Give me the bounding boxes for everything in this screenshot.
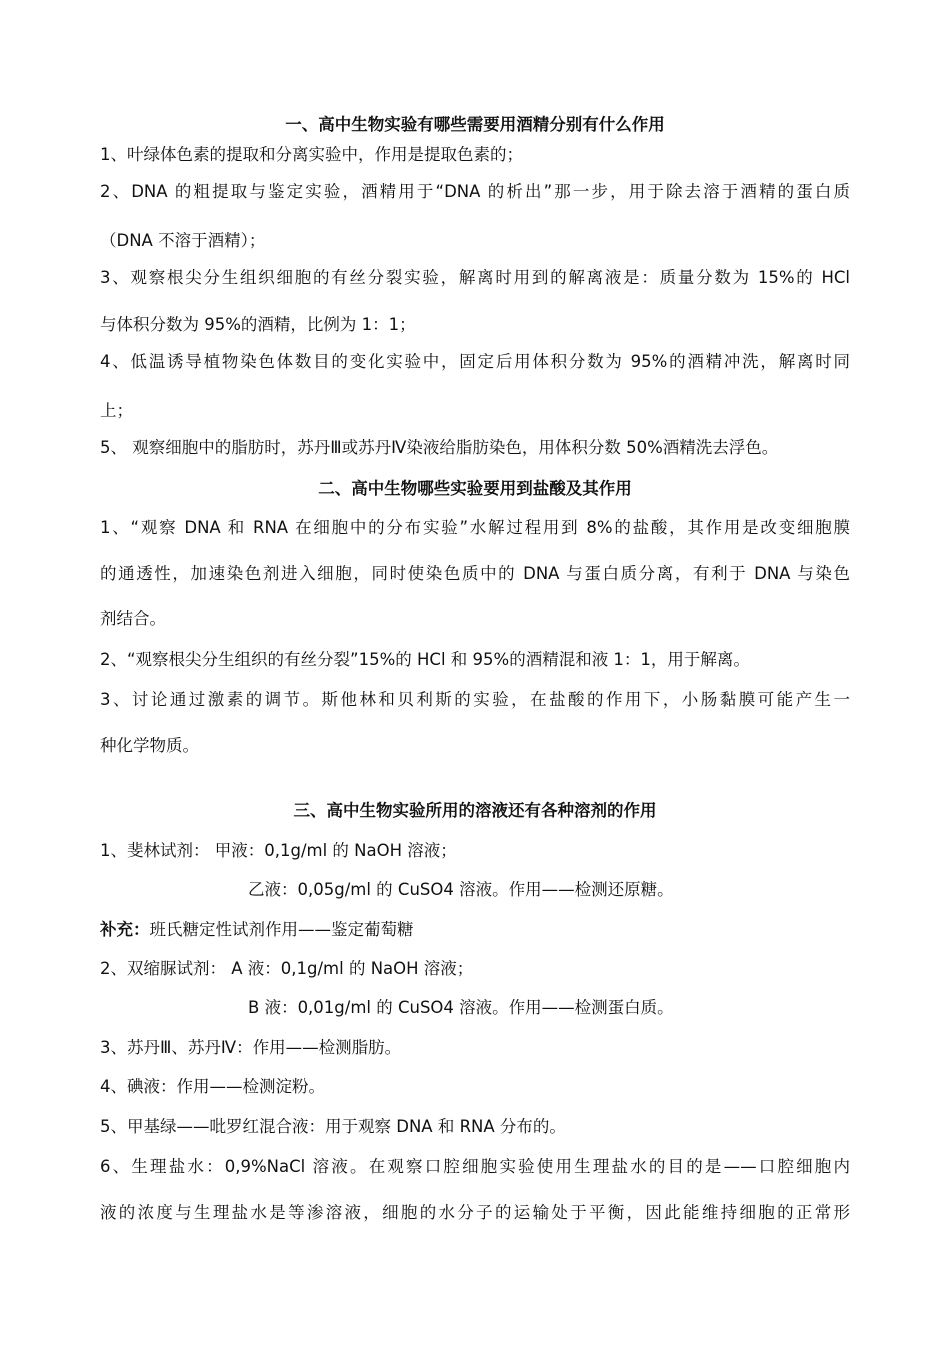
paragraph-line: 1、斐林试剂： 甲液：0,1g/ml 的 NaOH 溶液； [100,841,457,860]
paragraph-line: 1、“观察 DNA 和 RNA 在细胞中的分布实验”水解过程用到 8%的盐酸，其作用是改变细胞膜 [100,518,850,537]
paragraph-line: 液的浓度与生理盐水是等渗溶液，细胞的水分子的运输处于平衡，因此能维持细胞的正常形 [100,1203,850,1222]
paragraph-line: 3、讨论通过激素的调节。斯他林和贝利斯的实验，在盐酸的作用下，小肠黏膜可能产生一 [100,690,850,709]
paragraph-line: 种化学物质。 [100,736,199,755]
paragraph-line: 2、“观察根尖分生组织的有丝分裂”15%的 HCl 和 95%的酒精混和液 1：1，用于解离。 [100,650,750,669]
paragraph-line: 4、碘液：作用——检测淀粉。 [100,1077,325,1096]
paragraph-line: 剂结合。 [100,609,166,628]
paragraph-line: B 液：0,01g/ml 的 CuSO4 溶液。作用——检测蛋白质。 [248,998,674,1017]
supplement-text: 班氏糖定性试剂作用——鉴定葡萄糖 [149,920,414,939]
paragraph-line: 3、苏丹Ⅲ、苏丹Ⅳ：作用——检测脂肪。 [100,1038,402,1057]
paragraph-line: 6、生理盐水：0,9%NaCl 溶液。在观察口腔细胞实验使用生理盐水的目的是——口腔细胞内 [100,1157,850,1176]
paragraph-line: 5、 观察细胞中的脂肪时，苏丹Ⅲ或苏丹Ⅳ染液给脂肪染色，用体积分数 50%酒精洗去浮色。 [100,438,779,457]
paragraph-line: 上； [100,401,133,420]
supplement-line [100,918,850,942]
paragraph-line: （DNA 不溶于酒精）； [100,231,266,250]
section-heading-alcohol: 一、高中生物实验有哪些需要用酒精分别有什么作用 [285,115,665,134]
paragraph-line: 4、低温诱导植物染色体数目的变化实验中，固定后用体积分数为 95%的酒精冲洗，解离时同 [100,352,850,371]
paragraph-line: 5、甲基绿——吡罗红混合液：用于观察 DNA 和 RNA 分布的。 [100,1117,566,1136]
paragraph-line: 2、双缩脲试剂： A 液：0,1g/ml 的 NaOH 溶液； [100,959,474,978]
section-heading-solutions: 三、高中生物实验所用的溶液还有各种溶剂的作用 [293,801,657,820]
paragraph-line: 2、DNA 的粗提取与鉴定实验，酒精用于“DNA 的析出”那一步，用于除去溶于酒精的蛋白质 [100,182,850,201]
paragraph-line: 乙液：0,05g/ml 的 CuSO4 溶液。作用——检测还原糖。 [248,880,674,899]
paragraph-line: 3、观察根尖分生组织细胞的有丝分裂实验，解离时用到的解离液是：质量分数为 15%的 HCl [100,268,850,287]
supplement-label: 补充： [100,920,150,939]
paragraph-line: 1、叶绿体色素的提取和分离实验中，作用是提取色素的； [100,145,523,164]
paragraph-line: 与体积分数为 95%的酒精，比例为 1：1； [100,315,416,334]
paragraph-line: 的通透性，加速染色剂进入细胞，同时使染色质中的 DNA 与蛋白质分离，有利于 DNA 与染色 [100,564,850,583]
section-heading-hydrochloric-acid: 二、高中生物哪些实验要用到盐酸及其作用 [318,479,632,498]
